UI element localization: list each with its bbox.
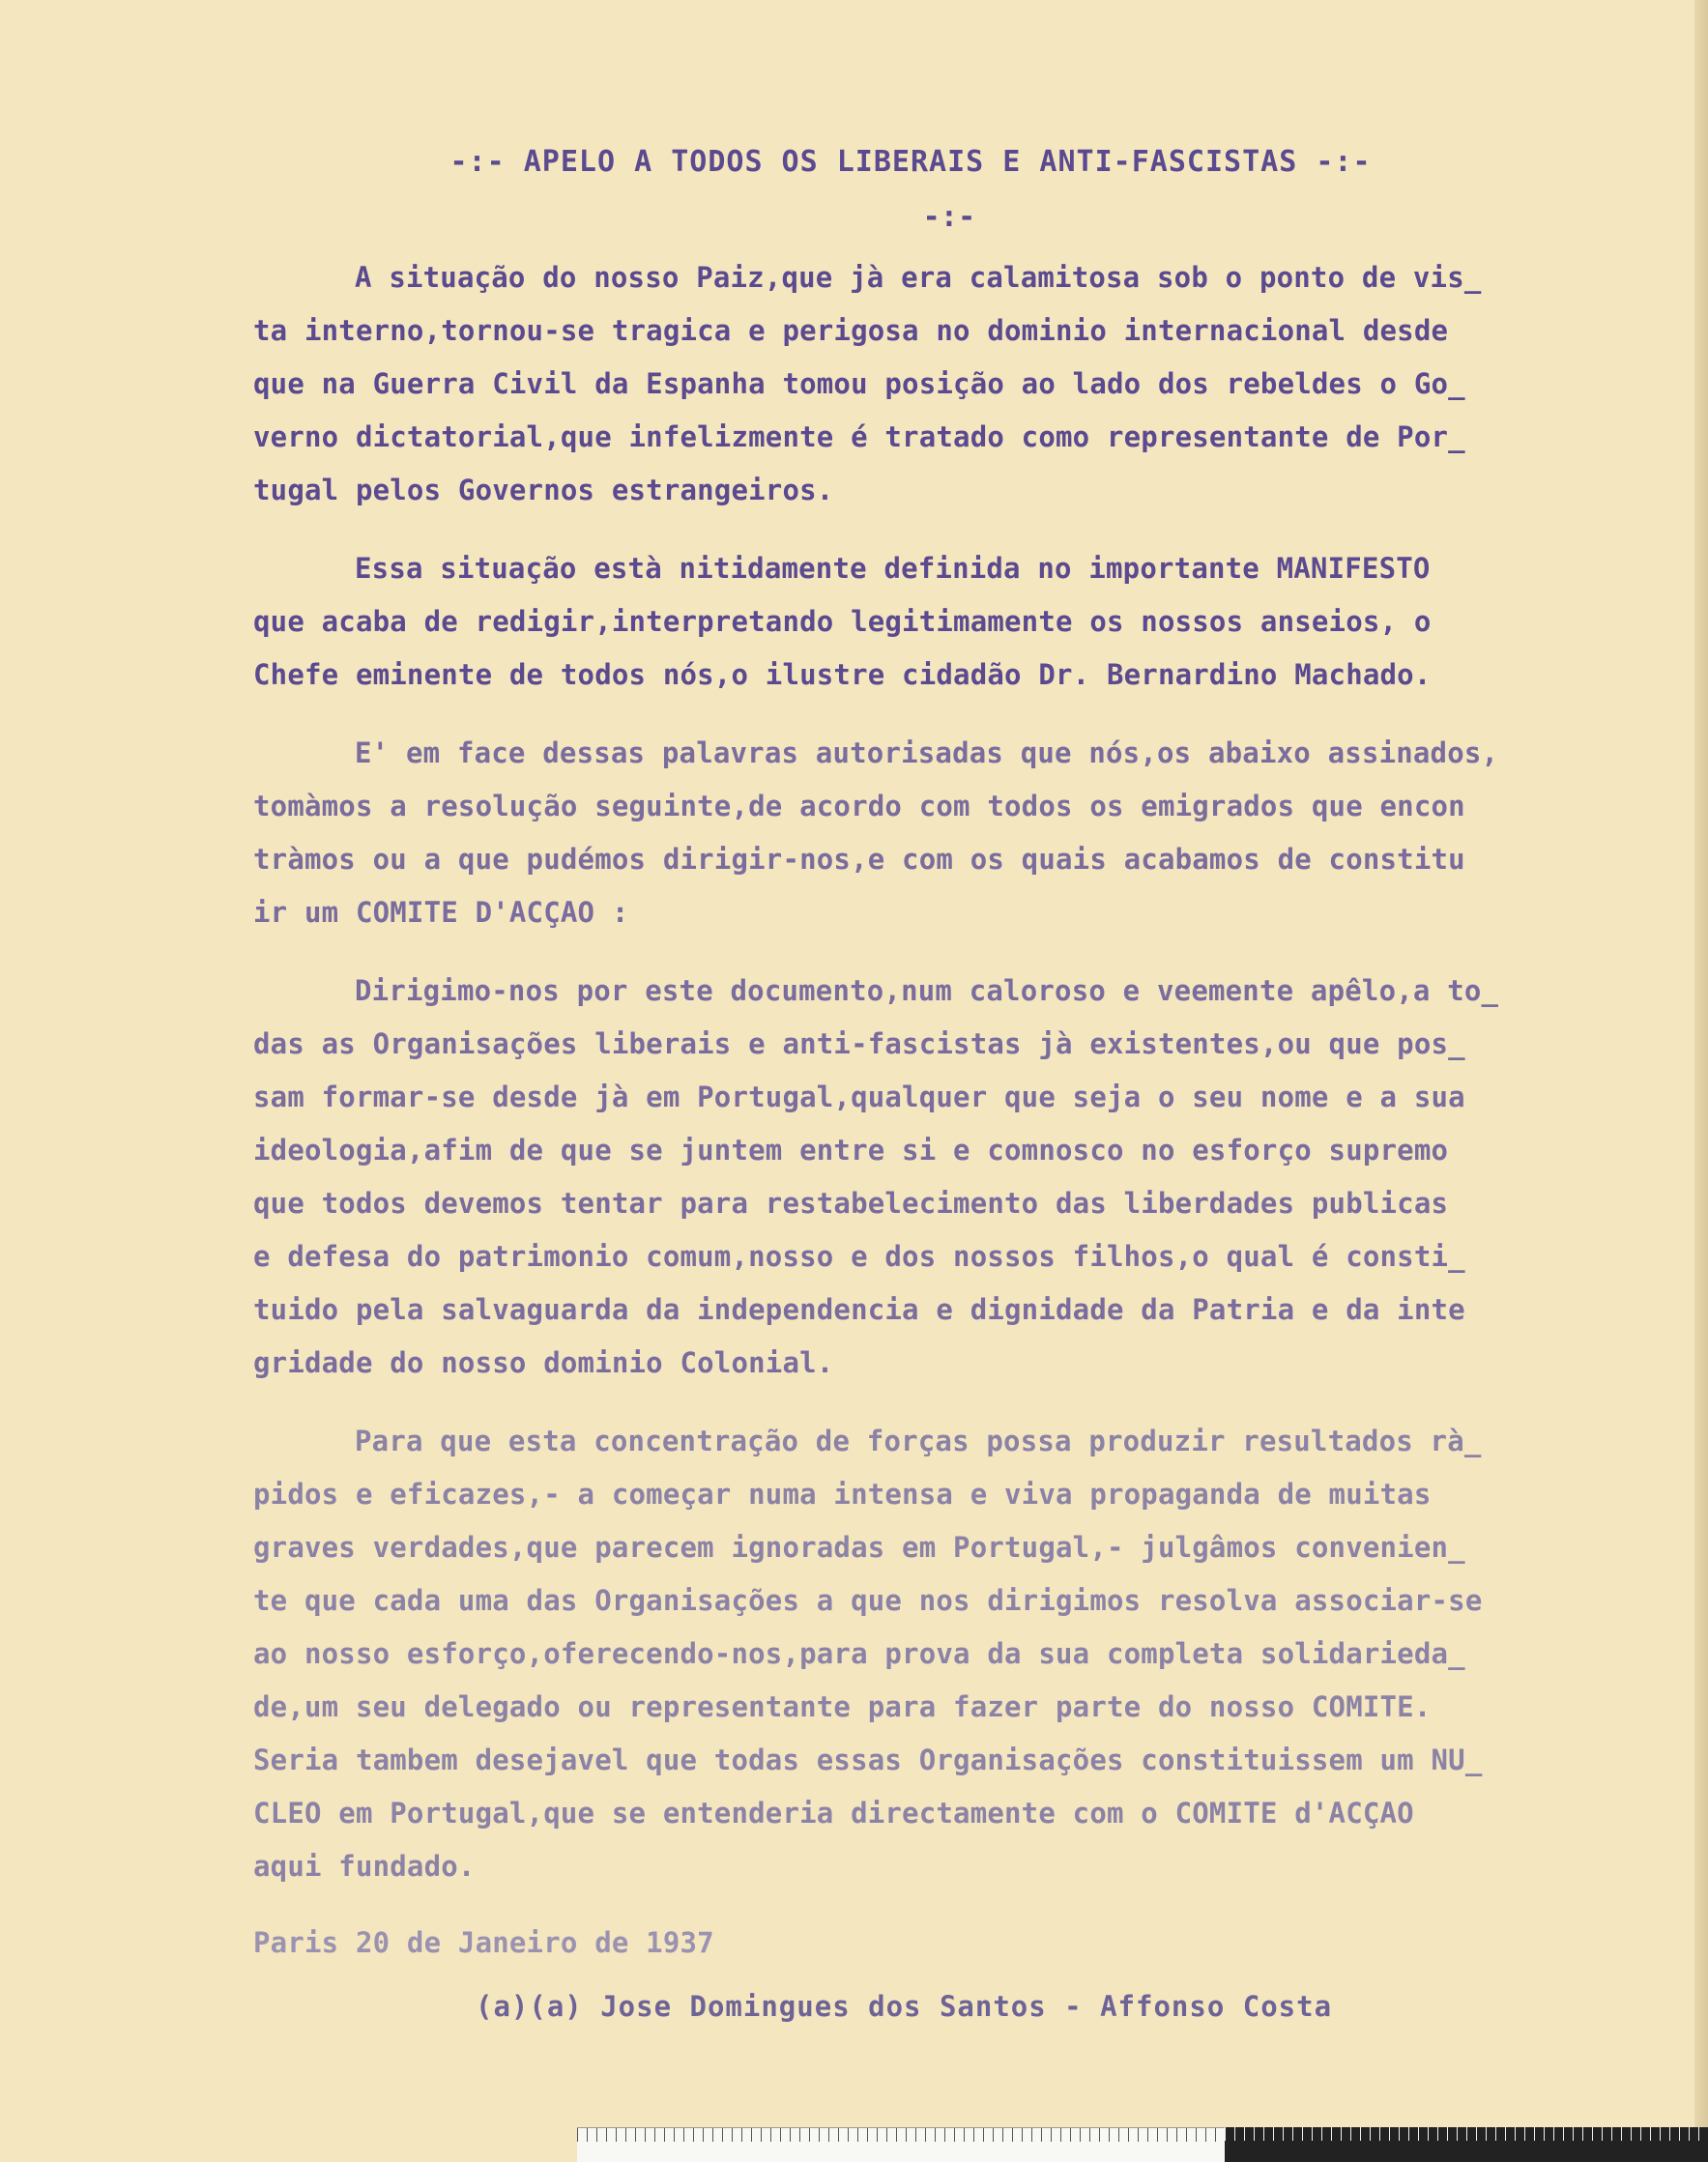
scale-ruler (577, 2127, 1708, 2162)
paragraph-5: Para que esta concentração de forças possa produzir resultados rà_ pidos e eficazes,- a começar numa intensa e viva propaganda de muitas graves verdades,que parecem ignoradas em Portugal,- julgâmos convenien_ te que cada uma das Organisações a que nos dirigimos resolva associar-se ao nosso esforço,oferecendo-nos,para prova da sua completa solidarieda_ de,um seu delegado ou representante para fazer parte do nosso COMITE. Seria tambem desejavel que todas essas Organisações constituissem um NU_ CLEO em Portugal,que se entenderia directamente com o COMITE d'ACÇAO aqui fundado. (253, 1425, 1483, 1883)
document-title: -:- APELO A TODOS OS LIBERAIS E ANTI-FASCISTAS -:- (449, 145, 1372, 179)
paper-edge (1694, 0, 1708, 2162)
paragraph-1: A situação do nosso Paiz,que jà era calamitosa sob o ponto de vis_ ta interno,tornou-se tragica e perigosa no dominio internacional desde que na Guerra Civil da Espanha tomou posição ao lado dos rebeldes o Go_ verno dictatorial,que infelizmente é tratado como representante de Por_ tugal pelos Governos estrangeiros. (253, 261, 1482, 506)
title-separator: -:- (922, 200, 976, 234)
typewritten-letter (253, 145, 1645, 2031)
place-date: Paris 20 de Janeiro de 1937 (253, 1926, 714, 1959)
signatures: (a)(a) Jose Domingues dos Santos - Affonso Costa (476, 1990, 1333, 2023)
ruler-black-segment (1225, 2127, 1708, 2162)
paragraph-2: Essa situação està nitidamente definida no importante MANIFESTO que acaba de redigir,interpretando legitimamente os nossos anseios, o Chefe eminente de todos nós,o ilustre cidadão Dr. Bernardino Machado. (253, 552, 1432, 691)
paragraph-4: Dirigimo-nos por este documento,num caloroso e veemente apêlo,a to_ das as Organisações liberais e anti-fascistas jà existentes,ou que pos_ sam formar-se desde jà em Portugal,qualquer que seja o seu nome e a sua ideologia,afim de que se juntem entre si e comnosco no esforço supremo que todos devemos tentar para restabelecimento das liberdades publicas e defesa do patrimonio comum,nosso e dos nossos filhos,o qual é consti_ tuido pela salvaguarda da independencia e dignidade da Patria e da inte gridade do nosso dominio Colonial. (253, 974, 1499, 1379)
paragraph-3: E' em face dessas palavras autorisadas que nós,os abaixo assinados, tomàmos a resolução seguinte,de acordo com todos os emigrados que encon tràmos ou a que pudémos dirigir-nos,e com os quais acabamos de constitu ir um COMITE D'ACÇAO : (253, 736, 1499, 929)
ruler-white-segment (577, 2127, 1225, 2162)
